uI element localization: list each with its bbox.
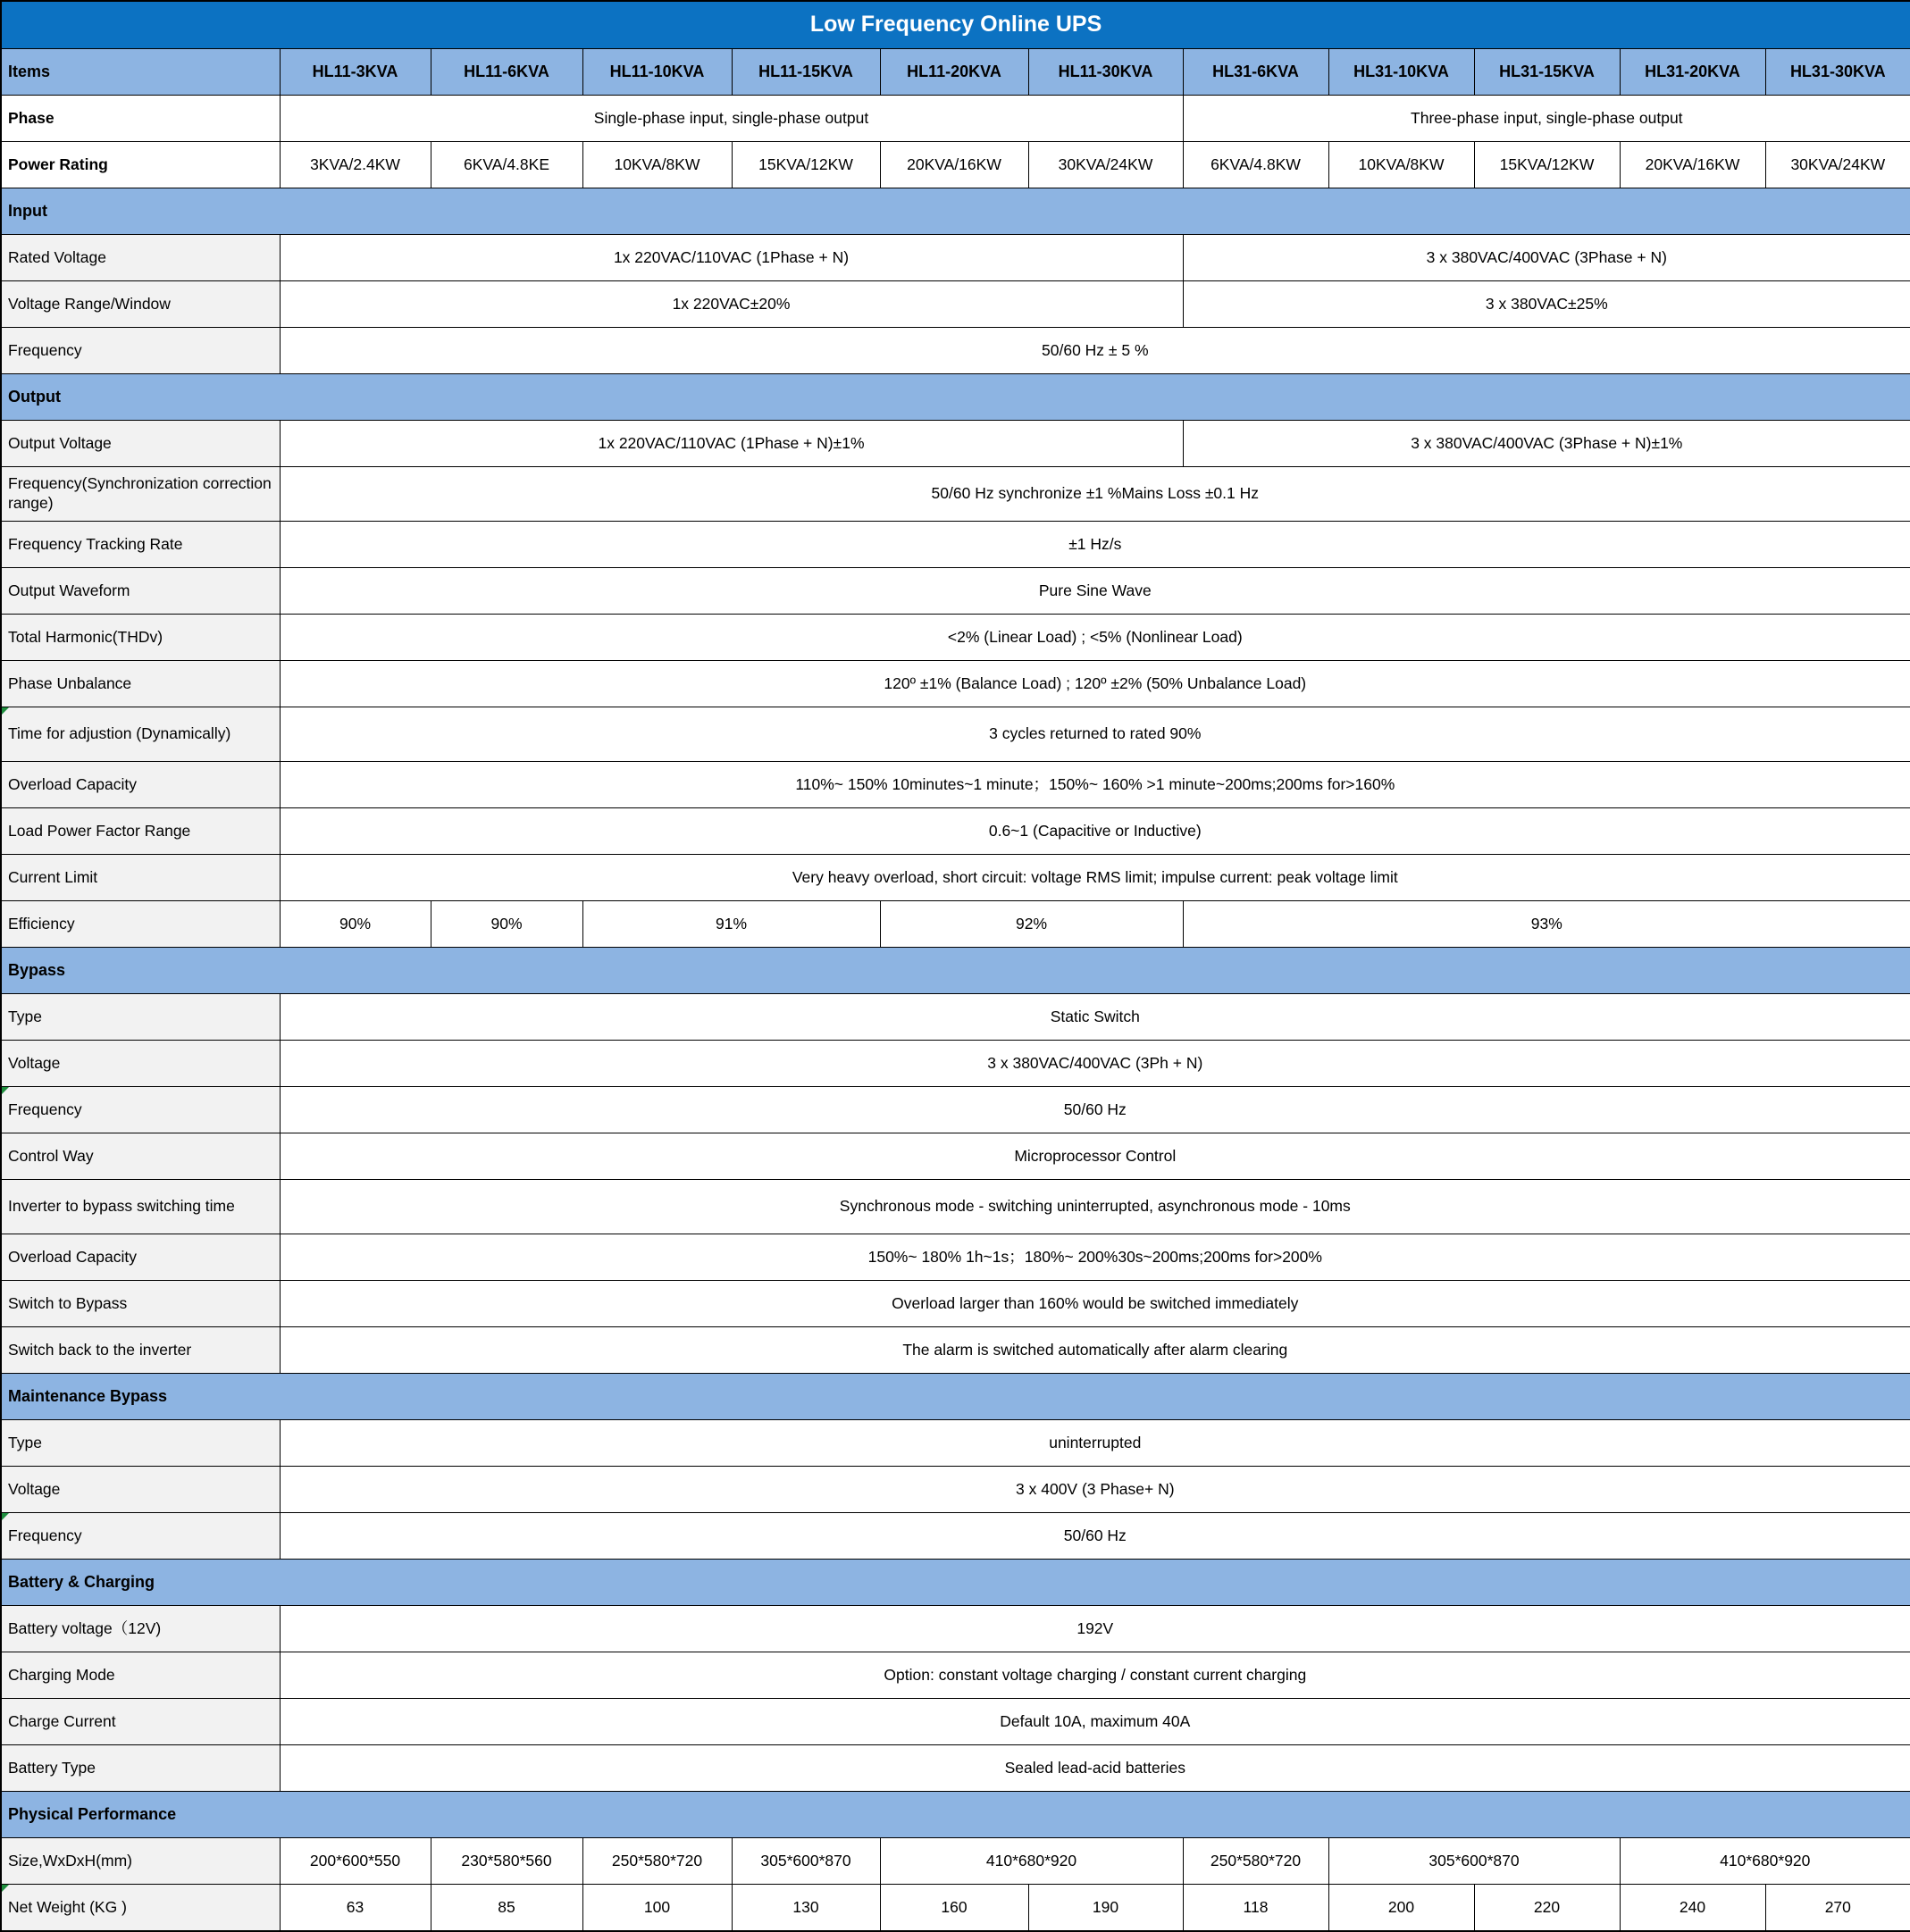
row-label: Switch back to the inverter: [1, 1327, 280, 1374]
row-label: Net Weight (KG ): [1, 1885, 280, 1932]
spec-value: <2% (Linear Load) ; <5% (Nonlinear Load): [280, 615, 1910, 661]
spec-value: 15KVA/12KW: [1474, 142, 1620, 188]
items-column-header: Items: [1, 49, 280, 96]
model-column-header: HL31-20KVA: [1620, 49, 1765, 96]
spec-value: 3KVA/2.4KW: [280, 142, 431, 188]
spec-value: 50/60 Hz synchronize ±1 %Mains Loss ±0.1 Hz: [280, 467, 1910, 522]
row-label: Frequency Tracking Rate: [1, 522, 280, 568]
spec-value: 240: [1620, 1885, 1765, 1932]
spec-value: 270: [1765, 1885, 1910, 1932]
row-label: Inverter to bypass switching time: [1, 1180, 280, 1234]
spec-value: 50/60 Hz: [280, 1513, 1910, 1560]
section-header: Input: [1, 188, 1910, 235]
spec-value: 15KVA/12KW: [732, 142, 880, 188]
row-label: Current Limit: [1, 855, 280, 901]
spec-value: 63: [280, 1885, 431, 1932]
row-label: Rated Voltage: [1, 235, 280, 281]
spec-value: 230*580*560: [431, 1838, 582, 1885]
section-header: Bypass: [1, 948, 1910, 994]
row-label: Type: [1, 1420, 280, 1467]
spec-value: Default 10A, maximum 40A: [280, 1699, 1910, 1745]
model-column-header: HL11-3KVA: [280, 49, 431, 96]
spec-value: 3 cycles returned to rated 90%: [280, 707, 1910, 762]
spec-value: 85: [431, 1885, 582, 1932]
spec-value: ±1 Hz/s: [280, 522, 1910, 568]
row-label: Voltage: [1, 1041, 280, 1087]
spec-value: 50/60 Hz: [280, 1087, 1910, 1133]
row-label: Efficiency: [1, 901, 280, 948]
spec-value: 130: [732, 1885, 880, 1932]
page-title: Low Frequency Online UPS: [1, 1, 1910, 49]
spec-value: 305*600*870: [1328, 1838, 1620, 1885]
spec-value: 100: [582, 1885, 732, 1932]
spec-value: 50/60 Hz ± 5 %: [280, 328, 1910, 374]
model-column-header: HL11-15KVA: [732, 49, 880, 96]
spec-value: 150%~ 180% 1h~1s；180%~ 200%30s~200ms;200ms for>200%: [280, 1234, 1910, 1281]
spec-value: 92%: [880, 901, 1183, 948]
row-label: Phase: [1, 96, 280, 142]
row-label: Time for adjustion (Dynamically): [1, 707, 280, 762]
spec-value: 118: [1183, 1885, 1328, 1932]
spec-value: The alarm is switched automatically after alarm clearing: [280, 1327, 1910, 1374]
spec-value: 1x 220VAC±20%: [280, 281, 1183, 328]
spec-value: 0.6~1 (Capacitive or Inductive): [280, 808, 1910, 855]
row-label: Output Waveform: [1, 568, 280, 615]
row-label: Control Way: [1, 1133, 280, 1180]
model-column-header: HL11-30KVA: [1028, 49, 1183, 96]
spec-value: 192V: [280, 1606, 1910, 1652]
row-label: Battery voltage（12V): [1, 1606, 280, 1652]
model-column-header: HL31-30KVA: [1765, 49, 1910, 96]
row-label: Switch to Bypass: [1, 1281, 280, 1327]
spec-value: Three-phase input, single-phase output: [1183, 96, 1910, 142]
section-header: Output: [1, 374, 1910, 421]
spec-value: 3 x 380VAC/400VAC (3Ph + N): [280, 1041, 1910, 1087]
spec-value: 110%~ 150% 10minutes~1 minute；150%~ 160% >1 minute~200ms;200ms for>160%: [280, 762, 1910, 808]
spec-value: 3 x 380VAC/400VAC (3Phase + N): [1183, 235, 1910, 281]
model-column-header: HL11-20KVA: [880, 49, 1028, 96]
spec-value: 200*600*550: [280, 1838, 431, 1885]
spec-value: 3 x 380VAC/400VAC (3Phase + N)±1%: [1183, 421, 1910, 467]
model-column-header: HL11-6KVA: [431, 49, 582, 96]
spec-value: 250*580*720: [1183, 1838, 1328, 1885]
spec-value: Single-phase input, single-phase output: [280, 96, 1183, 142]
spec-value: Very heavy overload, short circuit: voltage RMS limit; impulse current: peak voltage limit: [280, 855, 1910, 901]
spec-value: 30KVA/24KW: [1028, 142, 1183, 188]
spec-value: 20KVA/16KW: [880, 142, 1028, 188]
spec-value: 90%: [280, 901, 431, 948]
spec-value: 120º ±1% (Balance Load) ; 120º ±2% (50% Unbalance Load): [280, 661, 1910, 707]
spec-value: Microprocessor Control: [280, 1133, 1910, 1180]
model-column-header: HL31-15KVA: [1474, 49, 1620, 96]
spec-value: 250*580*720: [582, 1838, 732, 1885]
row-label: Frequency: [1, 328, 280, 374]
row-label: Voltage: [1, 1467, 280, 1513]
section-header: Physical Performance: [1, 1792, 1910, 1838]
spec-value: 93%: [1183, 901, 1910, 948]
spec-value: 90%: [431, 901, 582, 948]
spec-value: 20KVA/16KW: [1620, 142, 1765, 188]
row-label: Charge Current: [1, 1699, 280, 1745]
spec-value: Overload larger than 160% would be switched immediately: [280, 1281, 1910, 1327]
spec-value: 190: [1028, 1885, 1183, 1932]
spec-value: 91%: [582, 901, 880, 948]
row-label: Voltage Range/Window: [1, 281, 280, 328]
row-label: Phase Unbalance: [1, 661, 280, 707]
row-label: Frequency(Synchronization correction range): [1, 467, 280, 522]
model-column-header: HL31-6KVA: [1183, 49, 1328, 96]
spec-value: 10KVA/8KW: [582, 142, 732, 188]
row-label: Frequency: [1, 1087, 280, 1133]
row-label: Load Power Factor Range: [1, 808, 280, 855]
spec-value: uninterrupted: [280, 1420, 1910, 1467]
row-label: Battery Type: [1, 1745, 280, 1792]
row-label: Frequency: [1, 1513, 280, 1560]
spec-value: 160: [880, 1885, 1028, 1932]
row-label: Output Voltage: [1, 421, 280, 467]
spec-value: Option: constant voltage charging / constant current charging: [280, 1652, 1910, 1699]
spec-value: 410*680*920: [880, 1838, 1183, 1885]
spec-value: Static Switch: [280, 994, 1910, 1041]
spec-value: 3 x 380VAC±25%: [1183, 281, 1910, 328]
spec-value: 1x 220VAC/110VAC (1Phase + N): [280, 235, 1183, 281]
spec-value: 30KVA/24KW: [1765, 142, 1910, 188]
spec-value: 6KVA/4.8KW: [1183, 142, 1328, 188]
spec-value: 3 x 400V (3 Phase+ N): [280, 1467, 1910, 1513]
section-header: Battery & Charging: [1, 1560, 1910, 1606]
model-column-header: HL11-10KVA: [582, 49, 732, 96]
section-header: Maintenance Bypass: [1, 1374, 1910, 1420]
spec-value: 220: [1474, 1885, 1620, 1932]
row-label: Power Rating: [1, 142, 280, 188]
spec-value: 200: [1328, 1885, 1474, 1932]
spec-value: Synchronous mode - switching uninterrupted, asynchronous mode - 10ms: [280, 1180, 1910, 1234]
spec-value: Pure Sine Wave: [280, 568, 1910, 615]
spec-value: 6KVA/4.8KE: [431, 142, 582, 188]
spec-value: Sealed lead-acid batteries: [280, 1745, 1910, 1792]
model-column-header: HL31-10KVA: [1328, 49, 1474, 96]
spec-value: 10KVA/8KW: [1328, 142, 1474, 188]
row-label: Charging Mode: [1, 1652, 280, 1699]
spec-value: 410*680*920: [1620, 1838, 1910, 1885]
row-label: Overload Capacity: [1, 1234, 280, 1281]
row-label: Type: [1, 994, 280, 1041]
row-label: Size,WxDxH(mm): [1, 1838, 280, 1885]
spec-value: 1x 220VAC/110VAC (1Phase + N)±1%: [280, 421, 1183, 467]
spec-value: 305*600*870: [732, 1838, 880, 1885]
row-label: Total Harmonic(THDv): [1, 615, 280, 661]
row-label: Overload Capacity: [1, 762, 280, 808]
